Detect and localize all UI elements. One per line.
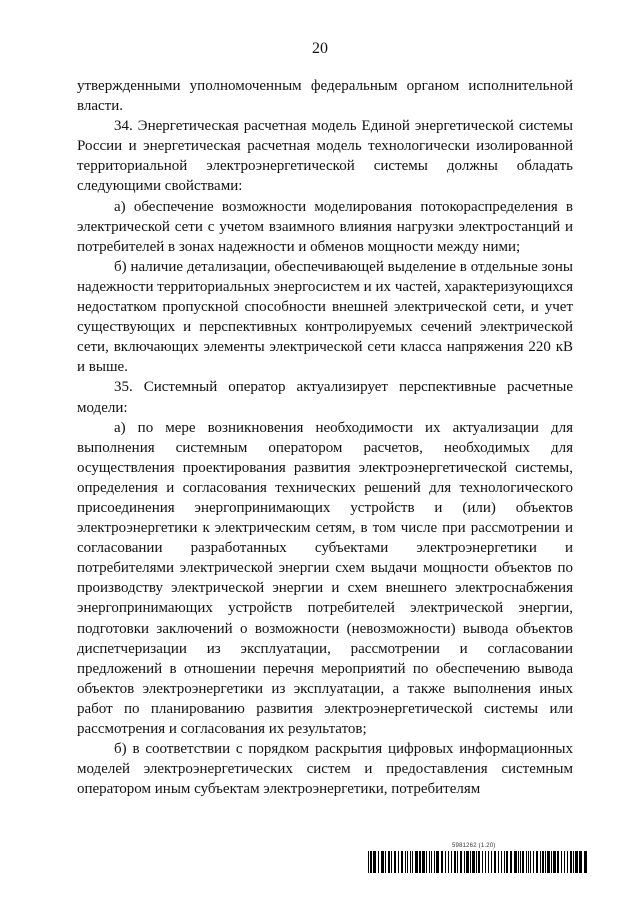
paragraph-clause-34-a: а) обеспечение возможности моделирования потокораспределения в электрической сети с учетом взаимного влияния нагрузки электростанций и потребителей в зонах надежности и обменов мощности между ними; [77,198,573,255]
barcode-id: 5981262 (1.20) [452,843,496,849]
document-body [77,76,573,799]
paragraph-clause-35-a: а) по мере возникновения необходимости их актуализации для выполнения системным оператором расчетов, необходимых для осуществления проектирования развития электроэнергетической системы, определения и согласования технических решений для технологического присоединения энергопринимающих устройств и (или) объектов электроэнергетики к электрическим сетям, в том числе при рассмотрении и согласовании разработанных субъектами электроэнергетики и потребителями электрической энергии схем выдачи мощности объектов по производству электрической энергии и схем внешнего электроснабжения энергопринимающих устройств потребителей электрической энергии, подготовки заключений о возможности (невозможности) вывода объектов диспетчеризации из эксплуатации, рассмотрении и согласовании предложений в отношении перечня мероприятий по обеспечению вывода объектов электроэнергетики из эксплуатации, а также выполнения иных работ по планированию развития электроэнергетической системы или рассмотрения и согласования их результатов; [77,419,573,737]
paragraph-clause-34: 34. Энергетическая расчетная модель Единой энергетической системы России и энергетическая расчетная модель технологически изолированной территориальной электроэнергетической системы должны обладать следующими свойствами: [77,118,573,195]
paragraph-clause-34-b: б) наличие детализации, обеспечивающей выделение в отдельные зоны надежности территориальных энергосистем и их частей, характеризующихся недостатком пропускной способности внешней электрической сети, и учет существующих и перспективных контролируемых сечений электрической сети, включающих элементы электрической сети класса напряжения 220 кВ и выше. [77,258,573,376]
barcode-icon [368,851,588,873]
page-number: 20 [312,40,328,57]
paragraph-clause-35: 35. Системный оператор актуализирует перспективные расчетные модели: [77,379,573,416]
paragraph-continuation: утвержденными уполномоченным федеральным органом исполнительной власти. [77,78,573,115]
paragraph-clause-35-b: б) в соответствии с порядком раскрытия цифровых информационных моделей электроэнергетических систем и предоставления системным оператором иным субъектам электроэнергетики, потребителям [77,741,573,798]
